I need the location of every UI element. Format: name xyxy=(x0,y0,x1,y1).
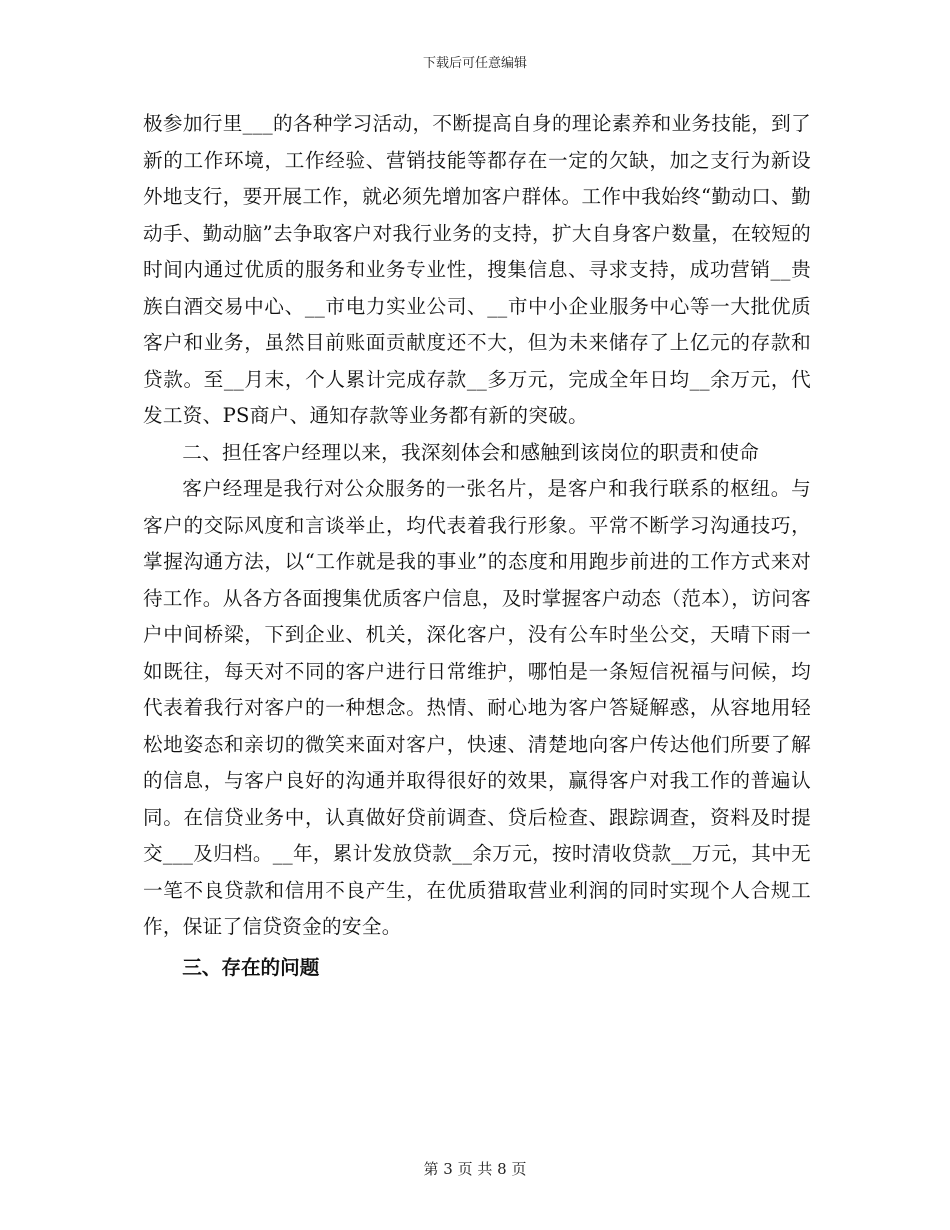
paragraph-continued: 极参加行里___的各种学习活动，不断提高自身的理论素养和业务技能，到了新的工作环境，工作经验、营销技能等都存在一定的欠缺，加之支行为新设外地支行，要开展工作，就必须先增加客户群体。工作中我始终“勤动口、勤动手、勤动脑”去争取客户对我行业务的支持，扩大自身客户数量，在较短的时间内通过优质的服务和业务专业性，搜集信息、寻求支持，成功营销__贵族白酒交易中心、__市电力实业公司、__市中小企业服务中心等一大批优质客户和业务，虽然目前账面贡献度还不大，但为未来储存了上亿元的存款和贷款。至__月末，个人累计完成存款__多万元，完成全年日均__余万元，代发工资、PS商户、通知存款等业务都有新的突破。 xyxy=(143,112,811,427)
page-header: 下载后可任意编辑 xyxy=(422,56,527,71)
paragraph-section-two: 二、担任客户经理以来，我深刻体会和感触到该岗位的职责和使命 xyxy=(182,440,760,464)
page-footer: 第 3 页 共 8 页 xyxy=(423,1160,527,1178)
section-heading: 三、存在的问题 xyxy=(182,955,320,979)
paragraph-client-manager: 客户经理是我行对公众服务的一张名片，是客户和我行联系的枢纽。与客户的交际风度和言谈举止，均代表着我行形象。平常不断学习沟通技巧，掌握沟通方法，以“工作就是我的事业”的态度和用跑步前进的工作方式来对待工作。从各方各面搜集优质客户信息，及时掌握客户动态（范本），访问客户中间桥梁，下到企业、机关，深化客户，没有公车时坐公交，天晴下雨一如既往，每天对不同的客户进行日常维护，哪怕是一条短信祝福与问候，均代表着我行对客户的一种想念。热情、耐心地为客户答疑解惑，从容地用轻松地姿态和亲切的微笑来面对客户，快速、清楚地向客户传达他们所要了解的信息，与客户良好的沟通并取得很好的效果，赢得客户对我工作的普遍认同。在信贷业务中，认真做好贷前调查、贷后检查、跟踪调查，资料及时提交___及归档。__年，累计发放贷款__余万元，按时清收贷款__万元，其中无一笔不良贷款和信用不良产生，在优质猎取营业利润的同时实现个人合规工作，保证了信贷资金的安全。 xyxy=(143,477,811,938)
document-body xyxy=(143,106,811,986)
